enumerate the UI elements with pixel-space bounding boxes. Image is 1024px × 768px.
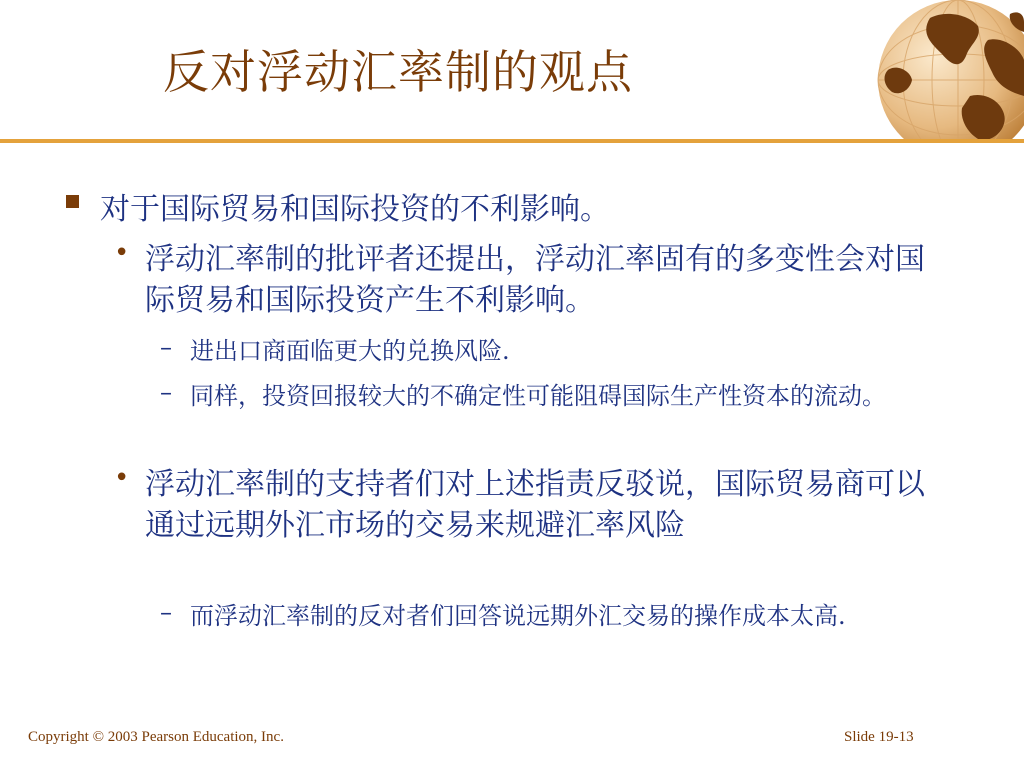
dot-bullet-icon: • (114, 463, 130, 493)
slide-title: 反对浮动汇率制的观点 (163, 45, 633, 99)
footer-slide-number: Slide 19-13 (844, 729, 914, 745)
bullet-level2: 浮动汇率制的批评者还提出，浮动汇率固有的多变性会对国际贸易和国际投资产生不利影响。 (145, 242, 925, 318)
footer-copyright: Copyright © 2003 Pearson Education, Inc. (28, 729, 284, 745)
bullet-level3: 进出口商面临更大的兑换风险. (190, 337, 510, 365)
bullet-level2: 浮动汇率制的支持者们对上述指责反驳说，国际贸易商可以通过远期外汇市场的交易来规避汇率风险 (145, 467, 925, 543)
bullet-level3: 而浮动汇率制的反对者们回答说远期外汇交易的操作成本太高. (190, 602, 846, 630)
dash-bullet-icon: – (160, 378, 172, 406)
dot-bullet-icon: • (114, 238, 130, 268)
dash-bullet-icon: – (160, 333, 172, 361)
square-bullet-icon (66, 195, 79, 208)
bullet-level3: 同样，投资回报较大的不确定性可能阻碍国际生产性资本的流动。 (190, 382, 886, 410)
bullet-level1: 对于国际贸易和国际投资的不利影响。 (100, 192, 610, 227)
dash-bullet-icon: – (160, 598, 172, 626)
